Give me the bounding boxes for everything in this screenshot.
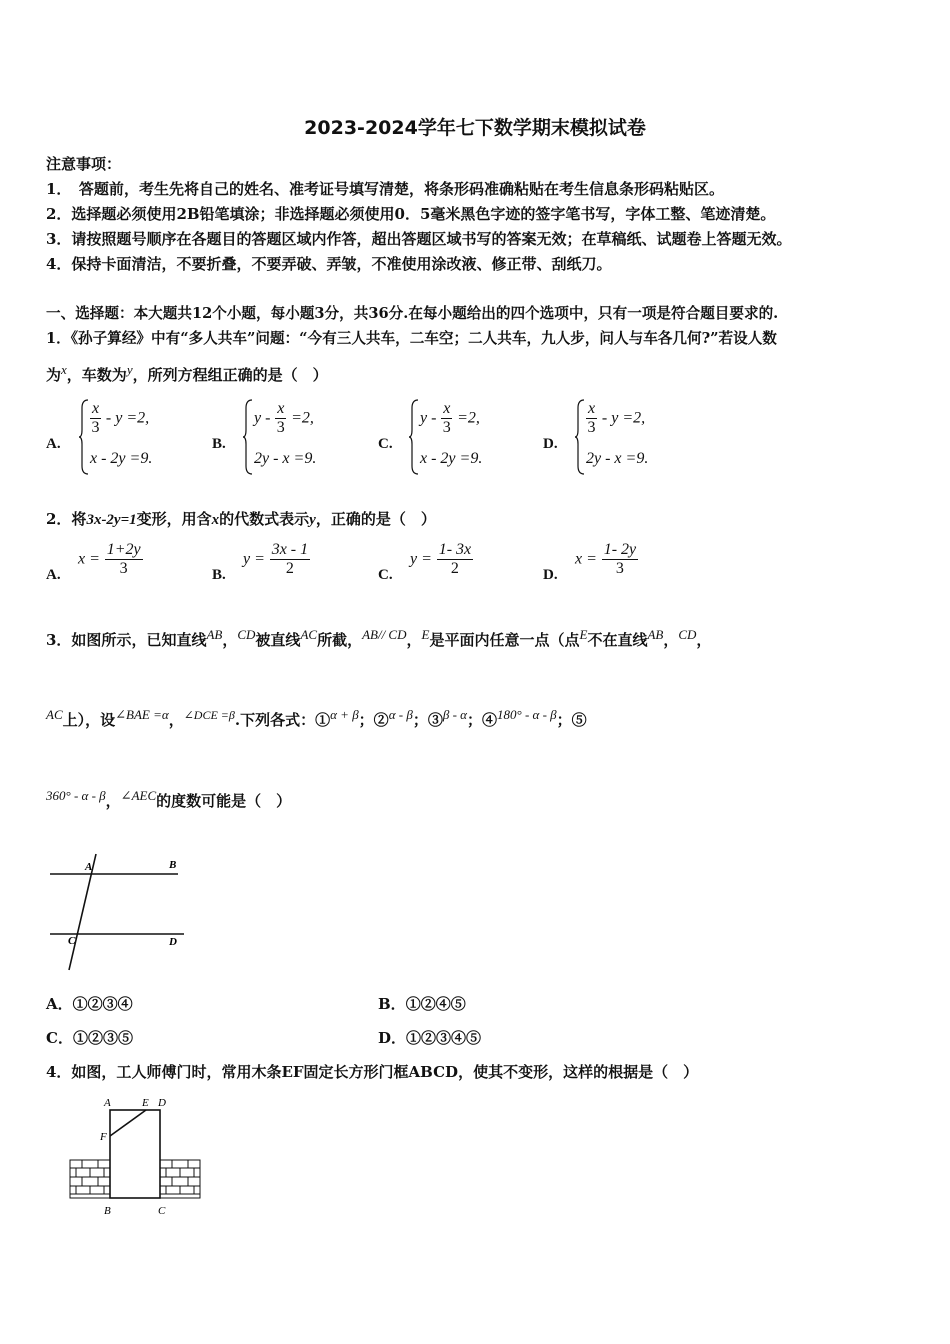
- q3-option-c[interactable]: [46, 1027, 133, 1048]
- q3-text: 上），设: [62, 711, 116, 729]
- q1-option-d-system[interactable]: [574, 398, 684, 476]
- q1b-den: 3: [276, 419, 285, 436]
- q2-stem: [46, 508, 436, 529]
- q2b-den: 2: [285, 560, 294, 577]
- brace-icon: [574, 398, 586, 476]
- q2-option-b-expr[interactable]: [243, 541, 310, 578]
- q3-text: 所截，: [317, 631, 363, 649]
- q3-line-ab: AB: [206, 627, 223, 642]
- q1-option-b-system[interactable]: [242, 398, 352, 476]
- q3-text: 不在直线: [587, 631, 648, 649]
- q2-option-d-expr[interactable]: [575, 541, 638, 578]
- q2-option-c-expr[interactable]: [410, 541, 473, 578]
- q1d-den: 3: [587, 419, 596, 436]
- q3-expr-4: 180° - α - β: [497, 707, 557, 722]
- q3d-label: D．: [378, 1029, 407, 1047]
- q2b-lhs: y =: [243, 550, 265, 568]
- q2-text: 变形，用含: [136, 510, 212, 528]
- q3-stem-line2: [46, 707, 587, 730]
- q2c-den: 2: [450, 560, 459, 577]
- fig3-label-c: C: [68, 935, 76, 947]
- fig4-label-e: E: [142, 1097, 149, 1109]
- q3-option-a[interactable]: [46, 993, 133, 1014]
- q3-option-d[interactable]: [378, 1027, 481, 1048]
- q3-text: .下列各式：①: [234, 711, 331, 729]
- fig4-label-f: F: [100, 1131, 107, 1143]
- q1a-eq1-rest: - y =2,: [105, 409, 150, 427]
- q1c-eq2: x - 2y =9.: [420, 450, 483, 467]
- q3-angle-aec: ∠AEC: [120, 788, 157, 803]
- q3-text: ；⑤: [556, 711, 587, 729]
- q3-text: 是平面内任意一点（点: [429, 631, 580, 649]
- q1b-eq2: 2y - x =9.: [254, 450, 317, 467]
- brick-wall-left: [70, 1160, 110, 1198]
- notice-item: 3．请按照题号顺序在各题目的答题区域内作答，超出答题区域书写的答案无效；在草稿纸、试题卷上答题无效。: [46, 230, 792, 248]
- q3-parallel: AB// CD: [362, 627, 407, 642]
- q3-text: 3．如图所示，已知直线: [46, 631, 207, 649]
- q3-text: ；③: [412, 711, 443, 729]
- q3d-text: ①②③④⑤: [406, 1029, 482, 1047]
- q2b-num: 3x - 1: [271, 541, 309, 558]
- q1-var-y: y: [126, 362, 133, 377]
- q3-line-cd: CD: [237, 627, 256, 642]
- q3-stem-line3: [46, 788, 291, 811]
- q1d-eq2: 2y - x =9.: [586, 450, 649, 467]
- q1-text: ，所列方程组正确的是（ ）: [132, 366, 328, 384]
- q1-text: 为: [46, 366, 62, 384]
- q3-text: ；④: [466, 711, 497, 729]
- q1-option-b-label[interactable]: B.: [212, 436, 226, 452]
- q2-equation: 3x-2y=1: [86, 512, 137, 528]
- q2a-lhs: x =: [78, 550, 100, 568]
- q3-text: ，: [105, 792, 121, 810]
- q3b-label: B．: [378, 995, 406, 1013]
- q1b-num: x: [277, 400, 285, 417]
- q1-stem-line2: [46, 362, 328, 385]
- q3a-text: ①②③④: [72, 995, 133, 1013]
- q2d-num: 1- 2y: [603, 541, 637, 558]
- page-title: 2023-2024学年七下数学期末模拟试卷: [304, 117, 646, 139]
- q3-line-ac: AC: [300, 627, 318, 642]
- q1-option-d-label[interactable]: D.: [543, 436, 558, 452]
- q3-text: ；②: [358, 711, 389, 729]
- q1a-num: x: [92, 400, 100, 417]
- q2a-num: 1+2y: [106, 541, 141, 558]
- q2-option-b-label[interactable]: B.: [212, 567, 226, 583]
- q3-expr-3: β - α: [442, 707, 467, 722]
- brick-wall-right: [160, 1160, 200, 1198]
- q3-line-ac: AC: [46, 707, 63, 722]
- q2c-lhs: y =: [410, 550, 432, 568]
- q3-text: ，: [222, 631, 238, 649]
- q3-expr-1: α + β: [330, 707, 359, 722]
- q3b-text: ①②④⑤: [405, 995, 466, 1013]
- q3-point-e: E: [421, 627, 430, 642]
- q4-figure: [66, 1092, 206, 1222]
- q3-expr-5: 360° - α - β: [46, 788, 106, 803]
- q3-text: ，: [696, 631, 712, 649]
- fig4-label-d: D: [158, 1097, 166, 1109]
- brace-icon: [242, 398, 254, 476]
- q3c-text: ①②③⑤: [72, 1029, 133, 1047]
- fig4-label-c: C: [158, 1205, 166, 1217]
- fig4-label-b: B: [104, 1205, 111, 1217]
- q2-text: 的代数式表示: [219, 510, 310, 528]
- q1a-eq2: x - 2y =9.: [90, 450, 153, 467]
- q3-expr-2: α - β: [388, 707, 413, 722]
- q1-option-a-system[interactable]: [78, 398, 188, 476]
- q3-option-b[interactable]: [378, 993, 466, 1014]
- q1c-num: x: [443, 400, 451, 417]
- q2-text: 2．将: [46, 510, 87, 528]
- q1d-eq1-rest: - y =2,: [601, 409, 646, 427]
- brace-icon: [408, 398, 420, 476]
- q3-stem-line1: [46, 627, 711, 650]
- q1c-eq1-rest: =2,: [457, 409, 480, 427]
- q1b-eq1-pre: y -: [254, 409, 271, 427]
- q3a-label: A．: [46, 995, 73, 1013]
- q3-figure: [44, 852, 192, 974]
- q1a-den: 3: [91, 419, 100, 436]
- q3-angle-bae: ∠BAE =α: [115, 707, 169, 722]
- q3c-label: C．: [46, 1029, 73, 1047]
- fig3-label-a: A: [85, 861, 93, 873]
- q2d-lhs: x =: [575, 550, 597, 568]
- q1b-eq1-rest: =2,: [291, 409, 314, 427]
- q2-var-x: x: [211, 512, 220, 528]
- q2a-den: 3: [119, 560, 128, 577]
- q3-text: ，: [663, 631, 679, 649]
- q3-point-e: E: [579, 627, 588, 642]
- q1c-eq1-pre: y -: [420, 409, 437, 427]
- q2-text: ，正确的是（ ）: [315, 510, 436, 528]
- fig4-label-a: A: [104, 1097, 111, 1109]
- q1-var-x: x: [61, 362, 67, 377]
- fig3-label-b: B: [169, 859, 177, 871]
- q3-text: 被直线: [255, 631, 301, 649]
- q3-text: ，: [406, 631, 422, 649]
- notice-heading: 注意事项：: [46, 155, 122, 173]
- section-heading: 一、选择题：本大题共12个小题，每小题3分，共36分.在每小题给出的四个选项中，只有一项是符合题目要求的.: [46, 305, 779, 322]
- q1d-num: x: [588, 400, 596, 417]
- door-frame: [110, 1110, 160, 1198]
- q1c-den: 3: [442, 419, 451, 436]
- notice-item: 2．选择题必须使用2B铅笔填涂；非选择题必须使用0．5毫米黑色字迹的签字笔书写，字体工整、笔迹清楚。: [46, 205, 776, 223]
- q4-stem: 4．如图，工人师傅门时，常用木条EF固定长方形门框ABCD，使其不变形，这样的根据是（ ）: [46, 1063, 699, 1081]
- fig3-label-d: D: [169, 936, 177, 948]
- q3-line-cd: CD: [678, 627, 697, 642]
- q1-option-c-system[interactable]: [408, 398, 518, 476]
- q3-line-ab: AB: [647, 627, 664, 642]
- brace-icon: [78, 398, 90, 476]
- q2-var-y: y: [309, 512, 316, 528]
- q2-option-d-label[interactable]: D.: [543, 567, 558, 583]
- q1-stem: 1．《孙子算经》中有“多人共车”问题：“今有三人共车，二车空；二人共车，九人步，问人与车各几何?”若设人数: [46, 330, 777, 347]
- q2-option-a-label[interactable]: A.: [46, 567, 61, 583]
- q1-option-a-label[interactable]: A.: [46, 436, 61, 452]
- notice-item: 1． 答题前，考生先将自己的姓名、准考证号填写清楚，将条形码准确粘贴在考生信息条形码粘贴区。: [46, 180, 724, 198]
- q2-option-a-expr[interactable]: [78, 541, 143, 578]
- notice-item: 4．保持卡面清洁，不要折叠，不要弄破、弄皱，不准使用涂改液、修正带、刮纸刀。: [46, 255, 612, 273]
- q1-text: ，车数为: [66, 366, 127, 384]
- q3-text: ，: [168, 711, 184, 729]
- q2c-num: 1- 3x: [438, 541, 472, 558]
- q2-option-c-label[interactable]: C.: [378, 567, 393, 583]
- q3-text: 的度数可能是（ ）: [156, 792, 292, 810]
- q1-option-c-label[interactable]: C.: [378, 436, 393, 452]
- q2d-den: 3: [615, 560, 624, 577]
- q3-angle-dce: ∠DCE =β: [183, 708, 235, 722]
